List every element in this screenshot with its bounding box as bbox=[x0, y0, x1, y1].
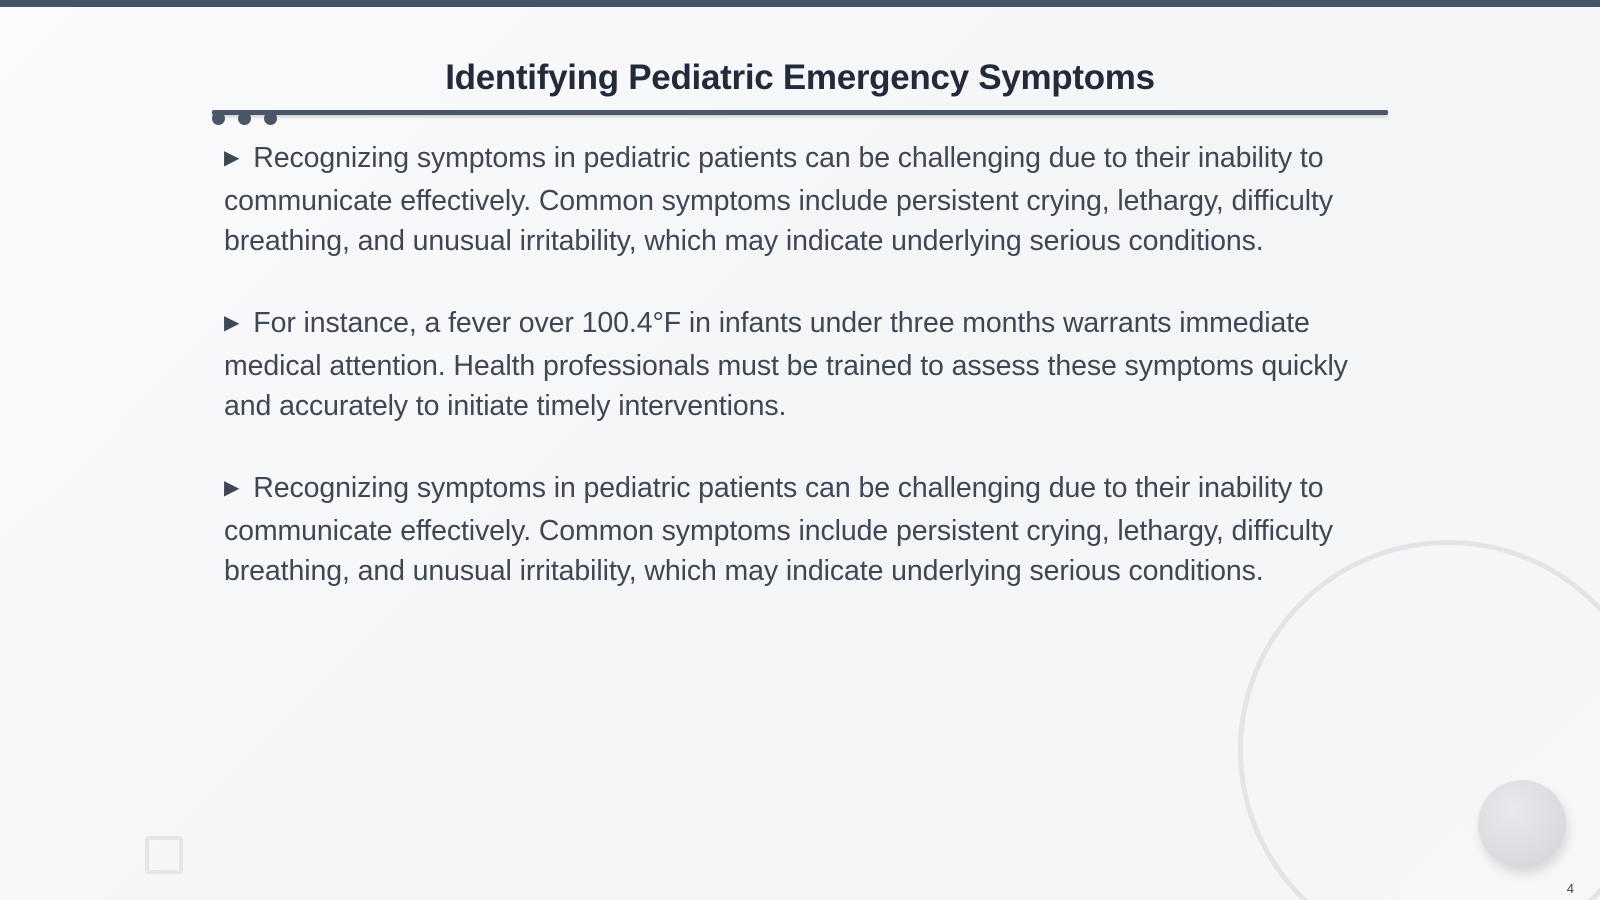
bullet-arrow-icon: ▶ bbox=[224, 477, 240, 499]
decorative-circle bbox=[1478, 780, 1566, 868]
bullet-paragraph bbox=[224, 303, 1374, 426]
bullet-text: Recognizing symptoms in pediatric patients can be challenging due to their inability to communicate effectively. Common symptoms include persistent crying, lethargy, difficulty breathing, and unusual irritability, which may indicate underlying serious conditions. bbox=[224, 472, 1333, 587]
slide-title: Identifying Pediatric Emergency Symptoms bbox=[445, 58, 1155, 97]
decorative-square bbox=[145, 836, 183, 874]
bullet-arrow-icon: ▶ bbox=[224, 147, 240, 169]
bullet-paragraph bbox=[224, 138, 1374, 261]
bullet-text: Recognizing symptoms in pediatric patients can be challenging due to their inability to communicate effectively. Common symptoms include persistent crying, lethargy, difficulty breathing, and unusual irritability, which may indicate underlying serious conditions. bbox=[224, 142, 1333, 257]
page-number: 4 bbox=[1566, 881, 1574, 896]
bullet-text: For instance, a fever over 100.4°F in infants under three months warrants immediate medical attention. Health professionals must be trained to assess these symptoms quickly and accurately to initiate timely interventions. bbox=[224, 307, 1348, 422]
top-accent-bar bbox=[0, 0, 1600, 7]
decorative-dot bbox=[238, 112, 251, 125]
slide-body bbox=[224, 138, 1374, 633]
title-underline bbox=[212, 110, 1388, 115]
bullet-paragraph bbox=[224, 468, 1374, 591]
decorative-dot bbox=[264, 112, 277, 125]
bullet-arrow-icon: ▶ bbox=[224, 312, 240, 334]
decorative-dot bbox=[212, 112, 225, 125]
